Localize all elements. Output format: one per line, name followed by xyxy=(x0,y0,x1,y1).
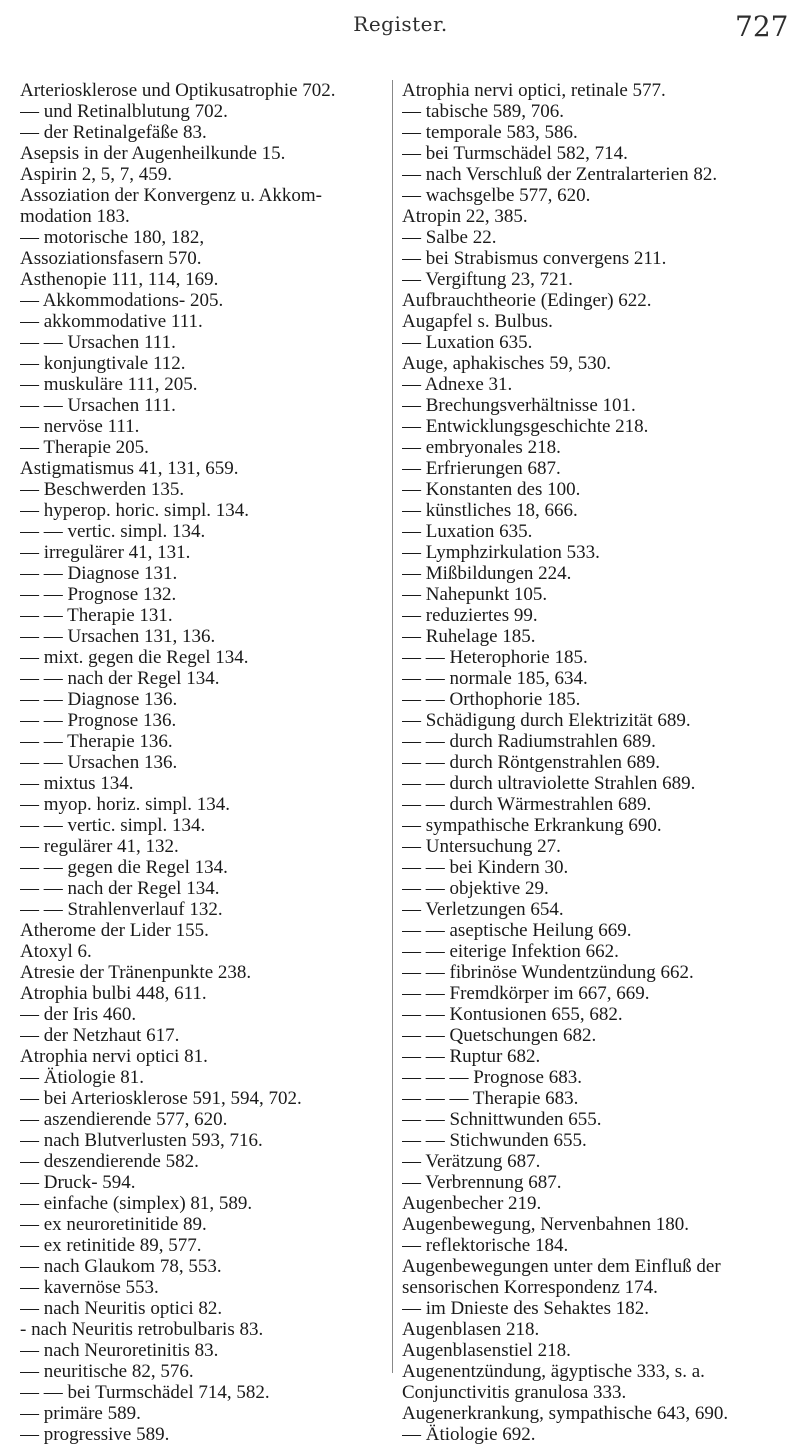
index-entry: Atrophia nervi optici, retinale 577. xyxy=(402,80,666,101)
index-entry: — kavernöse 553. xyxy=(20,1277,159,1298)
index-entry: — — Stichwunden 655. xyxy=(402,1130,587,1151)
index-entry: Astigmatismus 41, 131, 659. xyxy=(20,458,239,479)
index-entry: — Konstanten des 100. xyxy=(402,479,581,500)
page-header-title: Register. xyxy=(353,12,448,36)
index-entry: Assoziationsfasern 570. xyxy=(20,248,202,269)
index-entry: — einfache (simplex) 81, 589. xyxy=(20,1193,253,1214)
index-entry: Augenblasenstiel 218. xyxy=(402,1340,571,1361)
index-entry: — — Ursachen 136. xyxy=(20,752,178,773)
index-entry: — nervöse 111. xyxy=(20,416,140,437)
index-entry: Conjunctivitis granulosa 333. xyxy=(402,1382,627,1403)
index-entry: — — nach der Regel 134. xyxy=(20,878,220,899)
index-entry: — Untersuchung 27. xyxy=(402,836,561,857)
index-entry: — — bei Turmschädel 714, 582. xyxy=(20,1382,270,1403)
index-entry: — tabische 589, 706. xyxy=(402,101,565,122)
index-entry: — mixtus 134. xyxy=(20,773,134,794)
index-entry: — Entwicklungsgeschichte 218. xyxy=(402,416,649,437)
index-entry: Asthenopie 111, 114, 169. xyxy=(20,269,219,290)
index-entry: — Verletzungen 654. xyxy=(402,899,564,920)
index-entry: — Ätiologie 692. xyxy=(402,1424,536,1445)
index-entry: — — Strahlenverlauf 132. xyxy=(20,899,223,920)
index-entry: — — Ursachen 131, 136. xyxy=(20,626,216,647)
index-entry: — motorische 180, 182, xyxy=(20,227,205,248)
index-entry: — der Retinalgefäße 83. xyxy=(20,122,207,143)
index-entry: — künstliches 18, 666. xyxy=(402,500,578,521)
index-entry: — — bei Kindern 30. xyxy=(402,857,569,878)
index-entry: — — Therapie 131. xyxy=(20,605,173,626)
index-entry: Atrophia bulbi 448, 611. xyxy=(20,983,207,1004)
index-entry: — mixt. gegen die Regel 134. xyxy=(20,647,249,668)
index-entry: — bei Turmschädel 582, 714. xyxy=(402,143,628,164)
index-entry: — — durch Radiumstrahlen 689. xyxy=(402,731,656,752)
index-entry: — — Diagnose 136. xyxy=(20,689,178,710)
index-entry: Asepsis in der Augenheilkunde 15. xyxy=(20,143,286,164)
index-entry: — Mißbildungen 224. xyxy=(402,563,572,584)
index-entry: — — Schnittwunden 655. xyxy=(402,1109,602,1130)
index-entry: Augapfel s. Bulbus. xyxy=(402,311,553,332)
index-entry: — deszendierende 582. xyxy=(20,1151,199,1172)
index-entry: — — Diagnose 131. xyxy=(20,563,178,584)
index-entry: — — nach der Regel 134. xyxy=(20,668,220,689)
index-entry: Aufbrauchtheorie (Edinger) 622. xyxy=(402,290,652,311)
index-entry: — — durch Röntgenstrahlen 689. xyxy=(402,752,661,773)
index-entry: — sympathische Erkrankung 690. xyxy=(402,815,662,836)
index-entry: — muskuläre 111, 205. xyxy=(20,374,198,395)
index-entry: Arteriosklerose und Optikusatrophie 702. xyxy=(20,80,336,101)
index-entry: — — Heterophorie 185. xyxy=(402,647,588,668)
index-entry: — progressive 589. xyxy=(20,1424,170,1445)
index-entry: — — — Therapie 683. xyxy=(402,1088,579,1109)
index-entry: — — Ruptur 682. xyxy=(402,1046,541,1067)
index-entry: — — aseptische Heilung 669. xyxy=(402,920,632,941)
index-entry: — — fibrinöse Wundentzündung 662. xyxy=(402,962,694,983)
index-entry: — regulärer 41, 132. xyxy=(20,836,179,857)
index-column-left xyxy=(20,80,385,1445)
index-entry: — Ruhelage 185. xyxy=(402,626,536,647)
index-entry: — — objektive 29. xyxy=(402,878,549,899)
index-entry: — — Kontusionen 655, 682. xyxy=(402,1004,623,1025)
index-entry: — bei Arteriosklerose 591, 594, 702. xyxy=(20,1088,302,1109)
index-entry: — Nahepunkt 105. xyxy=(402,584,548,605)
index-entry: — — Prognose 132. xyxy=(20,584,177,605)
index-entry: sensorischen Korrespondenz 174. xyxy=(402,1277,658,1298)
index-entry: — Akkommodations- 205. xyxy=(20,290,224,311)
index-entry: — Erfrierungen 687. xyxy=(402,458,561,479)
index-entry: — Adnexe 31. xyxy=(402,374,513,395)
index-entry: — bei Strabismus convergens 211. xyxy=(402,248,667,269)
index-entry: — neuritische 82, 576. xyxy=(20,1361,194,1382)
index-entry: — — Fremdkörper im 667, 669. xyxy=(402,983,650,1004)
index-entry: Augenerkrankung, sympathische 643, 690. xyxy=(402,1403,729,1424)
index-entry: — — Therapie 136. xyxy=(20,731,173,752)
index-entry: Atropin 22, 385. xyxy=(402,206,528,227)
index-entry: Augenentzündung, ägyptische 333, s. a. xyxy=(402,1361,705,1382)
index-entry: — — eiterige Infektion 662. xyxy=(402,941,619,962)
index-entry: — nach Glaukom 78, 553. xyxy=(20,1256,222,1277)
index-entry: — — Ursachen 111. xyxy=(20,395,176,416)
index-entry: — embryonales 218. xyxy=(402,437,561,458)
index-entry: — Lymphzirkulation 533. xyxy=(402,542,600,563)
index-entry: Atoxyl 6. xyxy=(20,941,92,962)
index-entry: — Salbe 22. xyxy=(402,227,497,248)
index-entry: — — — Prognose 683. xyxy=(402,1067,582,1088)
index-entry: — reduziertes 99. xyxy=(402,605,538,626)
index-entry: Atrophia nervi optici 81. xyxy=(20,1046,208,1067)
column-divider xyxy=(392,80,393,1373)
index-entry: — ex retinitide 89, 577. xyxy=(20,1235,202,1256)
index-entry: — akkommodative 111. xyxy=(20,311,203,332)
index-entry: — Verbrennung 687. xyxy=(402,1172,562,1193)
index-entry: — — vertic. simpl. 134. xyxy=(20,815,206,836)
index-entry: — nach Neuritis optici 82. xyxy=(20,1298,223,1319)
index-entry: — wachsgelbe 577, 620. xyxy=(402,185,591,206)
index-entry: — der Iris 460. xyxy=(20,1004,137,1025)
index-entry: — Luxation 635. xyxy=(402,521,533,542)
index-entry: — nach Neuroretinitis 83. xyxy=(20,1340,219,1361)
index-entry: — Schädigung durch Elektrizität 689. xyxy=(402,710,691,731)
index-entry: Auge, aphakisches 59, 530. xyxy=(402,353,611,374)
index-entry: — konjungtivale 112. xyxy=(20,353,186,374)
index-entry: — — Ursachen 111. xyxy=(20,332,176,353)
index-entry: — ex neuroretinitide 89. xyxy=(20,1214,207,1235)
index-entry: Assoziation der Konvergenz u. Akkom- xyxy=(20,185,323,206)
index-entry: — Therapie 205. xyxy=(20,437,149,458)
index-entry: Augenblasen 218. xyxy=(402,1319,540,1340)
index-entry: — — normale 185, 634. xyxy=(402,668,588,689)
index-entry: Atresie der Tränenpunkte 238. xyxy=(20,962,252,983)
index-entry: — — Orthophorie 185. xyxy=(402,689,581,710)
index-entry: — nach Verschluß der Zentralarterien 82. xyxy=(402,164,718,185)
index-entry: — reflektorische 184. xyxy=(402,1235,569,1256)
index-column-right xyxy=(402,80,787,1445)
index-entry: — temporale 583, 586. xyxy=(402,122,578,143)
index-entry: — — Quetschungen 682. xyxy=(402,1025,597,1046)
index-entry: — — gegen die Regel 134. xyxy=(20,857,228,878)
index-entry: — — durch ultraviolette Strahlen 689. xyxy=(402,773,696,794)
index-entry: — Druck- 594. xyxy=(20,1172,136,1193)
index-entry: - nach Neuritis retrobulbaris 83. xyxy=(20,1319,264,1340)
index-entry: Aspirin 2, 5, 7, 459. xyxy=(20,164,172,185)
index-entry: modation 183. xyxy=(20,206,130,227)
page-number: 727 xyxy=(735,10,789,43)
index-entry: Atherome der Lider 155. xyxy=(20,920,209,941)
index-entry: — — vertic. simpl. 134. xyxy=(20,521,206,542)
index-entry: Augenbewegung, Nervenbahnen 180. xyxy=(402,1214,690,1235)
index-entry: — nach Blutverlusten 593, 716. xyxy=(20,1130,263,1151)
index-entry: Augenbecher 219. xyxy=(402,1193,542,1214)
index-entry: — und Retinalblutung 702. xyxy=(20,101,228,122)
index-entry: — Luxation 635. xyxy=(402,332,533,353)
index-entry: — aszendierende 577, 620. xyxy=(20,1109,228,1130)
index-entry: — im Dnieste des Sehaktes 182. xyxy=(402,1298,649,1319)
index-entry: — myop. horiz. simpl. 134. xyxy=(20,794,231,815)
index-entry: — hyperop. horic. simpl. 134. xyxy=(20,500,250,521)
index-entry: — Ätiologie 81. xyxy=(20,1067,145,1088)
index-entry: — der Netzhaut 617. xyxy=(20,1025,180,1046)
index-entry: — Vergiftung 23, 721. xyxy=(402,269,573,290)
index-entry: Augenbewegungen unter dem Einfluß der xyxy=(402,1256,721,1277)
index-entry: — Brechungsverhältnisse 101. xyxy=(402,395,636,416)
index-entry: — irregulärer 41, 131. xyxy=(20,542,191,563)
index-entry: — Verätzung 687. xyxy=(402,1151,541,1172)
index-entry: — Beschwerden 135. xyxy=(20,479,185,500)
index-entry: — — durch Wärmestrahlen 689. xyxy=(402,794,652,815)
index-entry: — — Prognose 136. xyxy=(20,710,177,731)
index-entry: — primäre 589. xyxy=(20,1403,141,1424)
